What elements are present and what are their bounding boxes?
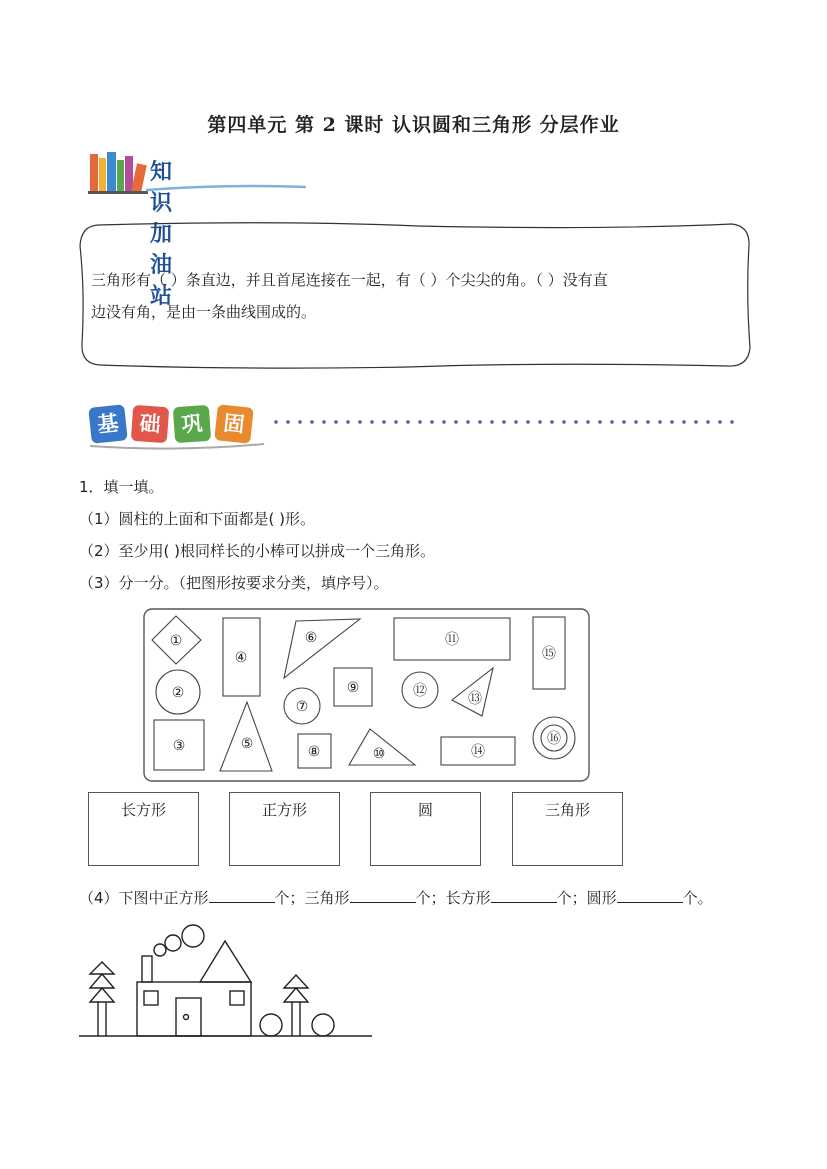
shapes-svg [143, 608, 591, 784]
tile-2: 础 [131, 405, 169, 443]
tile-4: 固 [214, 404, 254, 444]
num-15: ⑮ [542, 646, 556, 662]
p4-seg4: 个。 [682, 889, 713, 907]
tile-1: 基 [88, 404, 128, 444]
num-3: ③ [172, 738, 186, 754]
p4-seg3: 个；圆形 [556, 889, 617, 907]
books-icon [88, 150, 148, 195]
num-14: ⑭ [471, 744, 485, 760]
q1-heading: 1．填一填。 [79, 478, 164, 496]
basic-banner [88, 400, 748, 452]
shape-6 [284, 619, 360, 678]
knowledge-box [78, 222, 752, 369]
knowledge-line-2: 边没有角，是由一条曲线围成的。 [91, 303, 317, 321]
category-label-rectangle: 长方形 [120, 801, 166, 819]
p4-seg1: 个；三角形 [274, 889, 350, 907]
rectangle-count-blank[interactable] [491, 888, 557, 903]
category-label-triangle: 三角形 [544, 801, 590, 819]
q1-part3: （3）分一分。（把图形按要求分类，填序号）。 [79, 574, 389, 592]
q1-part2: （2）至少用( )根同样长的小棒可以拼成一个三角形。 [79, 542, 436, 560]
num-9: ⑨ [346, 680, 360, 696]
category-box-circle[interactable] [370, 792, 481, 866]
knowledge-heading: 知识加油站 [150, 160, 175, 309]
num-6: ⑥ [304, 630, 318, 646]
p4-prefix: （4）下图中正方形 [79, 889, 209, 907]
banner-underline [146, 184, 306, 194]
house-picture [76, 920, 376, 1046]
num-11: ⑪ [445, 632, 459, 648]
num-16: ⑯ [547, 731, 561, 747]
num-4: ④ [234, 650, 248, 666]
page-title: 第四单元 第 2 课时 认识圆和三角形 分层作业 [207, 114, 620, 136]
category-box-triangle[interactable] [512, 792, 623, 866]
knowledge-line-1: 三角形有（ ）条直边，并且首尾连接在一起，有（ ）个尖尖的角。（ ）没有直 [91, 271, 608, 289]
category-box-rectangle[interactable] [88, 792, 199, 866]
num-12: ⑫ [413, 683, 427, 699]
tile-3: 巩 [173, 405, 211, 443]
num-8: ⑧ [307, 744, 321, 760]
num-1: ① [169, 633, 183, 649]
q1-part1: （1）圆柱的上面和下面都是( )形。 [79, 510, 316, 528]
category-label-square: 正方形 [261, 801, 307, 819]
shapes-figure [143, 608, 591, 788]
num-5: ⑤ [240, 736, 254, 752]
square-count-blank[interactable] [209, 888, 275, 903]
tile-underline [88, 440, 268, 452]
circle-count-blank[interactable] [617, 888, 683, 903]
triangle-count-blank[interactable] [350, 888, 416, 903]
knowledge-banner [88, 150, 175, 309]
q1-part4 [79, 887, 713, 908]
num-13: ⑬ [468, 691, 482, 707]
num-10: ⑩ [372, 746, 386, 762]
num-7: ⑦ [295, 699, 309, 715]
house-svg [76, 920, 376, 1042]
p4-seg2: 个；长方形 [415, 889, 491, 907]
category-label-circle: 圆 [417, 801, 433, 819]
category-box-square[interactable] [229, 792, 340, 866]
num-2: ② [171, 685, 185, 701]
dotted-line [270, 420, 740, 424]
